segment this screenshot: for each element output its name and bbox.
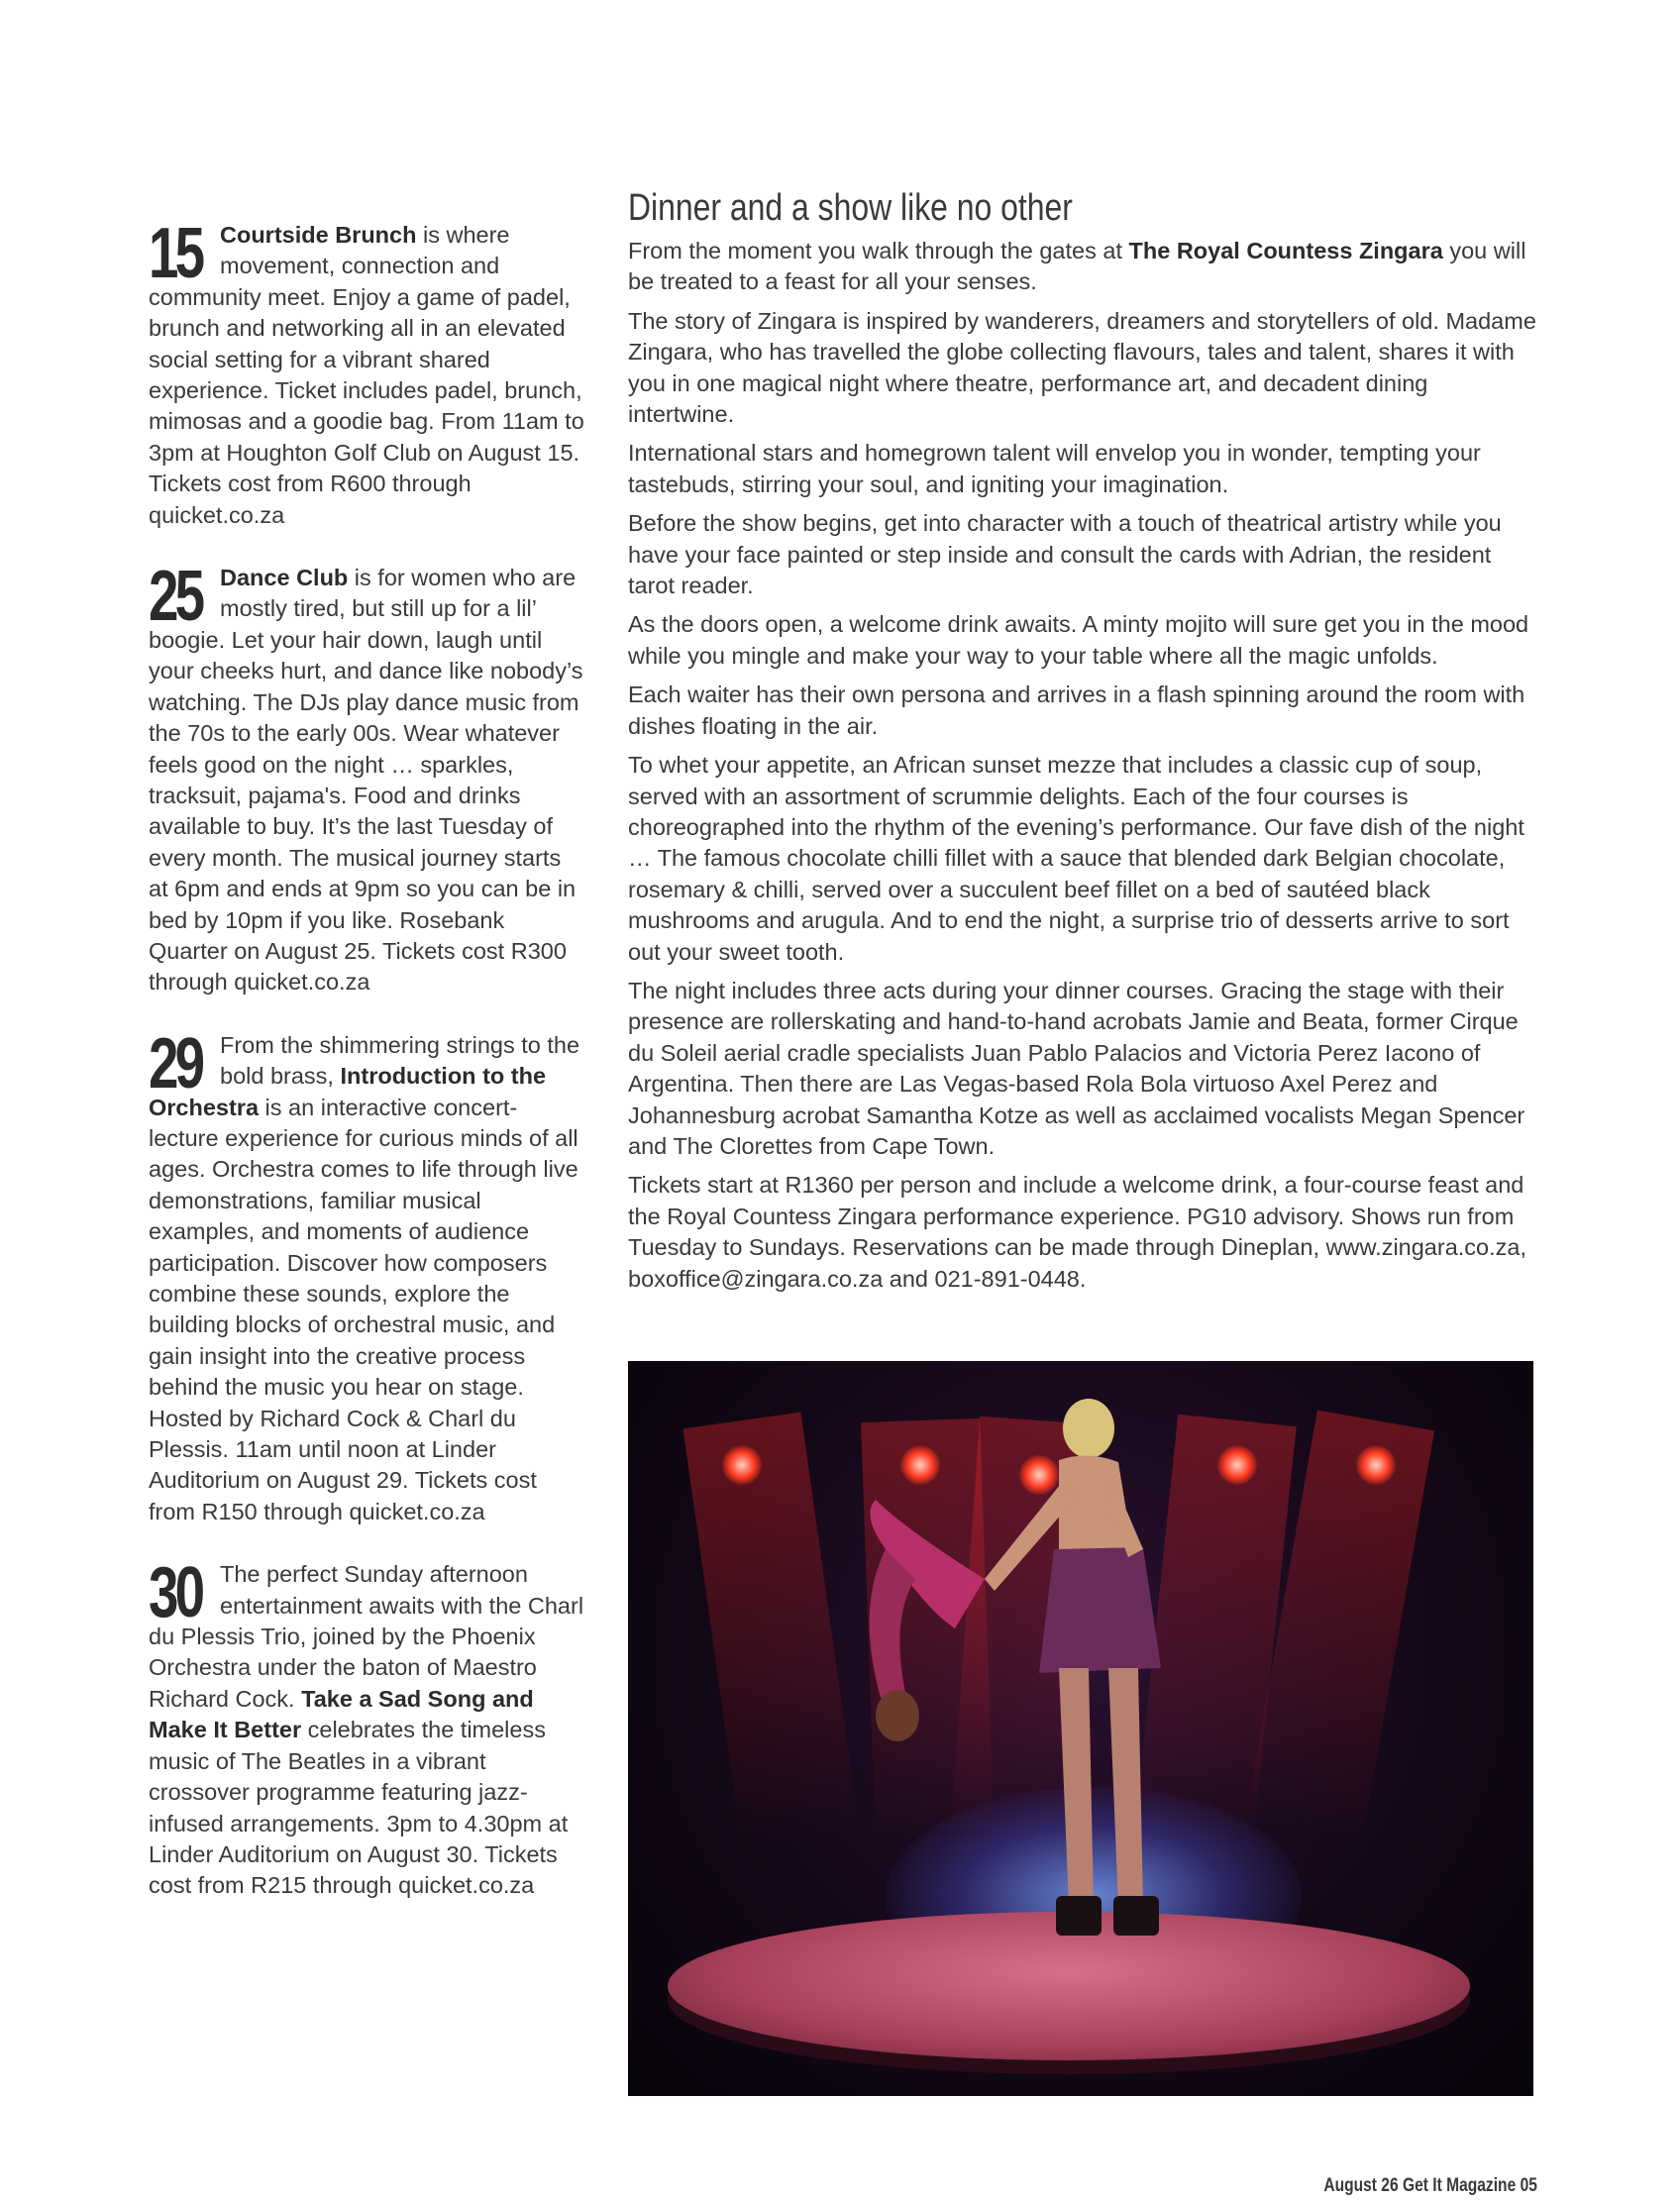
event-item-15 [149, 214, 584, 531]
intro-text-end: you will be treated to a feast for all your senses. [628, 238, 1526, 295]
article-paragraph: The story of Zingara is inspired by wanderers, dreamers and storytellers of old. Madame Zingara, who has travelled the globe collecting flavours, tales and talent, shares it with you in one magical night where theatre, performance art, and decadent dining intertwine. [628, 307, 1536, 428]
article-paragraph: The night includes three acts during your dinner courses. Gracing the stage with their presence are rollerskating and hand-to-hand acrobats Jamie and Beata, former Cirque du Soleil aerial cradle specialists Juan Pablo Palacios and Victoria Perez Iacono of Argentina. Then there are Las Vegas-based Rola Bola virtuoso Axel Perez and Johannesburg acrobat Samantha Kotze as well as acclaimed vocalists Megan Spencer and The Clorettes from Cape Town. [628, 977, 1525, 1159]
event-description: is where movement, connection and community meet. Enjoy a game of padel, brunch and networking all in an elevated social setting for a vibrant shared experience. Ticket includes padel, brunch, mimosas and a goodie bag. From 11am to 3pm at Houghton Golf Club on August 15. Tickets cost from R600 through quicket.co.za [149, 222, 584, 528]
event-title: Courtside Brunch [220, 222, 417, 248]
article-intro [628, 236, 1539, 298]
page-footer: August 26 Get It Magazine 05 [1323, 2175, 1537, 2196]
article-paragraph: As the doors open, a welcome drink awaits. A minty mojito will sure get you in the mood while you mingle and make your way to your table where all the magic unfolds. [628, 611, 1529, 669]
article-paragraph: Before the show begins, get into character with a touch of theatrical artistry while you have your face painted or step inside and consult the cards with Adrian, the resident tarot reader. [628, 510, 1502, 599]
events-column [149, 214, 584, 1934]
performance-photo [628, 1361, 1533, 2096]
article-paragraph: Each waiter has their own persona and arrives in a flash spinning around the room with dishes floating in the air. [628, 682, 1525, 739]
event-date-number: 29 [149, 1023, 202, 1103]
event-date-number: 15 [149, 214, 202, 293]
event-title: Take a Sad Song and Make It Better [149, 1685, 534, 1743]
stage-light [722, 1445, 762, 1485]
article-paragraph: International stars and homegrown talent will envelop you in wonder, tempting your tastebuds, stirring your soul, and igniting your imagination. [628, 440, 1481, 497]
feature-article [628, 184, 1539, 1303]
event-intro: The perfect Sunday afternoon entertainment awaits with the Charl du Plessis Trio, joined by the Phoenix Orchestra under the baton of Maestro Richard Cock. [149, 1561, 584, 1712]
intro-text: From the moment you walk through the gates at [628, 238, 1129, 263]
article-headline: Dinner and a show like no other [628, 187, 1073, 229]
stage-light [1356, 1445, 1396, 1485]
acrobats-silhouette [846, 1381, 1262, 2015]
article-paragraph: Tickets start at R1360 per person and include a welcome drink, a four-course feast and the Royal Countess Zingara performance experience. PG10 advisory. Shows run from Tuesday to Sundays. Reservations can be made through Dineplan, www.zingara.co.za, boxoffice@zingara.co.za and 021-891-0448. [628, 1172, 1526, 1292]
event-description: is for women who are mostly tired, but still up for a lil’ boogie. Let your hair down, laugh until your cheeks hurt, and dance like nobody’s watching. The DJs play dance music from the 70s to the early 00s. Wear whatever feels good on the night … sparkles, tracksuit, pajama's. Food and drinks available to buy. It’s the last Tuesday of every month. The musical journey starts at 6pm and ends at 9pm so you can be in bed by 10pm if you like. Rosebank Quarter on August 25. Tickets cost R300 through quicket.co.za [149, 565, 583, 996]
event-item-30 [149, 1553, 584, 1901]
event-date-number: 30 [149, 1553, 202, 1633]
spotlight-beam [683, 1413, 859, 1841]
event-description: is an interactive concert-lecture experience for curious minds of all ages. Orchestra comes to life through live demonstrations, familiar musical examples, and moments of audience participation. Discover how composers combine these sounds, explore the building blocks of orchestral music, and gain insight into the creative process behind the music you hear on stage. Hosted by Richard Cock & Charl du Plessis. 11am until noon at Linder Auditorium on August 29. Tickets cost from R150 through quicket.co.za [149, 1094, 578, 1524]
event-intro: From the shimmering strings to the bold brass, [220, 1031, 580, 1090]
event-item-29 [149, 1023, 584, 1528]
venue-name: The Royal Countess Zingara [1128, 238, 1443, 263]
event-item-25 [149, 557, 584, 998]
event-date-number: 25 [149, 557, 202, 637]
article-paragraph: To whet your appetite, an African sunset mezze that includes a classic cup of soup, served with an assortment of scrummie delights. Each of the four courses is choreographed into the rhythm of the evening’s performance. Our fave dish of the night … The famous chocolate chilli fillet with a sauce that blended dark Belgian chocolate, rosemary & chilli, served over a succulent beef fillet on a bed of sautéed black mushrooms and arugula. And to end the night, a surprise trio of desserts arrive to sort out your sweet tooth. [628, 752, 1524, 965]
event-title: Introduction to the Orchestra [149, 1063, 547, 1120]
event-title: Dance Club [220, 565, 349, 591]
event-description: celebrates the timeless music of The Beatles in a vibrant crossover programme featuring jazz-infused arrangements. 3pm to 4.30pm at Linder Auditorium on August 30. Tickets cost from R215 through quicket.co.za [149, 1717, 569, 1899]
